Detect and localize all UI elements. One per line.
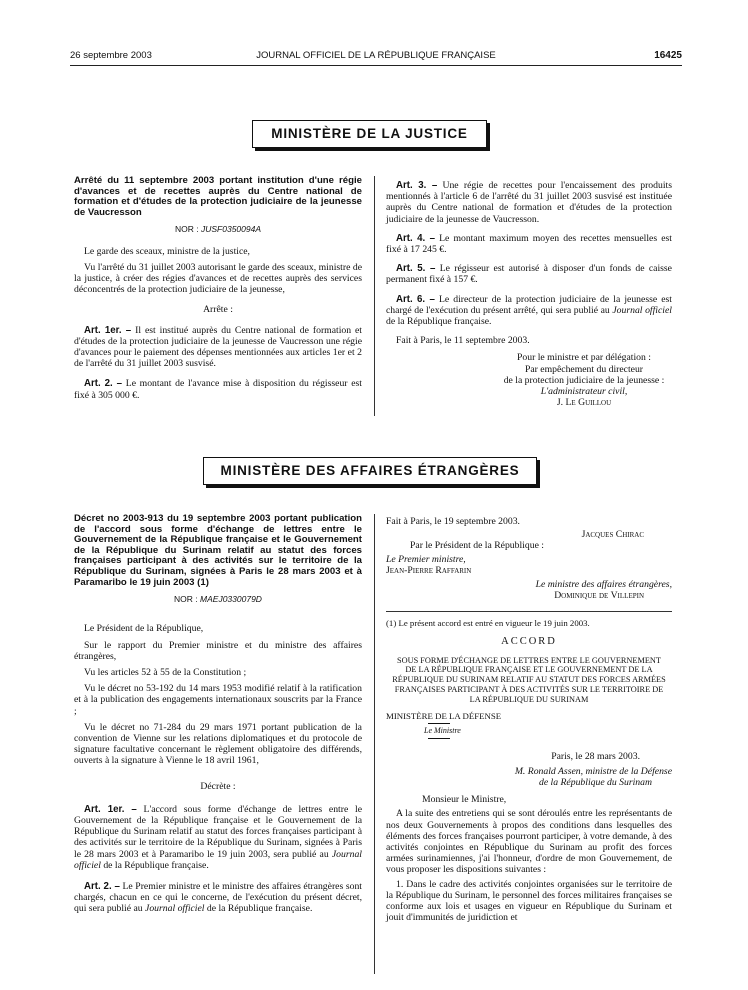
justice-art4-label: Art. 4. – [396, 232, 435, 244]
justice-right-column [386, 180, 672, 408]
justice-art2-label: Art. 2. – [84, 378, 123, 390]
affaires-art2-jo: Journal officiel [145, 903, 205, 915]
affaires-art2-text-a: Le Premier ministre et le ministre des affaires étrangères sont chargés, chacun en ce qui le concerne, de l'exécution du présent décret, qui sera publié au [74, 881, 362, 915]
justice-art1-label: Art. 1er. – [84, 324, 132, 336]
justice-art2 [74, 378, 362, 400]
justice-sig-name: J. Le Guillou [556, 397, 612, 409]
affaires-art2-text-b: de la République française. [204, 903, 313, 915]
affaires-nor-code: MAEJ0330079D [200, 594, 262, 605]
accord-heading: ACCORD [501, 636, 557, 648]
justice-sig-line-1: Pour le ministre et par délégation : [517, 352, 651, 364]
ministere-defense: MINISTÈRE DE LA DÉFENSE [386, 710, 502, 721]
justice-art6-text-b: de la République française. [386, 316, 492, 328]
defense-rule-bottom [428, 738, 450, 739]
justice-art1-text: Il est institué auprès du Centre national de formation et d'études de la protection judiciaire de la jeunesse de Vaucresson une régie d'avances pour le paiement des dépenses mentionnées aux articles 1er et 2 de l'arrêté du 31 juillet 2003 susvisé. [74, 324, 362, 370]
justice-fait: Fait à Paris, le 11 septembre 2003. [396, 335, 530, 347]
justice-art3-label: Art. 3. – [396, 180, 438, 191]
justice-art6-jo: Journal officiel [612, 304, 672, 316]
affaires-ministre-name: Dominique de Villepin [554, 590, 644, 602]
letter-salutation: Monsieur le Ministre, [422, 794, 507, 806]
justice-left-column [74, 176, 362, 406]
affaires-art1-text-a: L'accord sous forme d'échange de lettres entre le Gouvernement de la République française et le Gouvernement de la République du Surinam relatif au statut des forces françaises participant à des activités sur le territoire de la République du Surinam, signées à Paris le 28 mars 2003 et à Paramaribo le 19 juin 2003, sera publié au [74, 803, 363, 860]
affaires-p2: Sur le rapport du Premier ministre et du ministre des affaires étrangères, [74, 639, 362, 662]
justice-decree-title: Arrêté du 11 septembre 2003 portant institution d'une régie d'avances et de recettes auprès du Centre national de formation et d'études de la protection judiciaire de la jeunesse de Vaucresson [74, 175, 362, 218]
affaires-fait: Fait à Paris, le 19 septembre 2003. [386, 516, 520, 527]
header-rule [70, 65, 682, 66]
header-page-number: 16425 [654, 50, 682, 61]
affaires-column-divider [374, 514, 375, 974]
justice-column-divider [374, 176, 375, 416]
affaires-decree-title: Décret no 2003-913 du 19 septembre 2003 portant publication de l'accord sous forme d'échange de lettres entre le Gouvernement de la République française et le Gouvernement de la République du Surinam relatif au statut des forces françaises participant à des activités sur le territoire de la République du Surinam, signées à Paris le 28 mars 2003 et à Paramaribo le 19 juin 2003 (1) [74, 513, 362, 588]
justice-art3-text: Une régie de recettes pour l'encaissement des produits mentionnés à l'article 6 de l'arrêté du 31 juillet 2003 susvisé est instituée auprès du Centre national de formation et d'études de la protection judiciaire de la jeunesse de Vaucresson. [386, 180, 672, 225]
justice-arrete: Arrête : [203, 304, 233, 316]
affaires-president-name: Jacques Chirac [581, 529, 644, 541]
justice-sig-line-4: L'administrateur civil, [540, 386, 628, 398]
accord-subtitle: SOUS FORME D'ÉCHANGE DE LETTRES ENTRE LE GOUVERNEMENT DE LA RÉPUBLIQUE FRANÇAISE ET LE GOUVERNEMENT DE LA RÉPUBLIQUE DU SURINAM RELATIF AU STATUT DES FORCES ARMÉES FRANÇAISES PARTICIPANT À DES ACTIVITÉS SUR LE TERRITOIRE DE LA RÉPUBLIQUE DU SURINAM [392, 655, 666, 704]
justice-art6-text-a: Le directeur de la protection judiciaire de la jeunesse est chargé de l'exécution du présent arrêté, qui sera publié au [386, 293, 672, 316]
justice-art6 [386, 294, 672, 328]
justice-art5-label: Art. 5. – [396, 263, 436, 275]
affaires-art1-text-b: de la République française. [100, 859, 209, 871]
affaires-ministre-title: Le ministre des affaires étrangères, [535, 579, 672, 591]
affaires-art1-label: Art. 1er. – [84, 803, 137, 815]
letter-addressee-1: M. Ronald Assen, ministre de la Défense [514, 765, 672, 777]
banner-affaires-label: MINISTÈRE DES AFFAIRES ÉTRANGÈRES [220, 463, 520, 478]
justice-nor [74, 224, 362, 235]
affaires-nor-label: NOR : [174, 594, 201, 605]
affaires-art2-label: Art. 2. – [84, 881, 120, 893]
le-ministre: Le Ministre [424, 725, 461, 735]
affaires-nor [74, 594, 362, 605]
letter-addressee-2: de la République du Surinam [538, 777, 652, 789]
affaires-art2 [74, 881, 362, 915]
letter-p2: 1. Dans le cadre des activités conjointes organisées sur le territoire de la République du Surinam, le personnel des forces militaires françaises se conforme aux lois et usages en vigueur en République du Surinam et jouit d'immunités de juridiction et [386, 878, 672, 924]
letter-date: Paris, le 28 mars 2003. [551, 750, 640, 762]
affaires-p4: Vu le décret no 53-192 du 14 mars 1953 modifié relatif à la ratification et à la publication des engagements internationaux souscrits par la France ; [74, 683, 362, 717]
affaires-premier-title: Le Premier ministre, [386, 553, 466, 565]
justice-art1 [74, 325, 362, 370]
justice-nor-label: NOR : [175, 224, 201, 235]
banner-ministere-justice [252, 120, 487, 148]
affaires-p5: Vu le décret no 71-284 du 29 mars 1971 portant publication de la convention de Vienne sur les relations diplomatiques et du protocole de signature facultative concernant le règlement obligatoire des différends, ouverts à la signature à Vienne le 18 avril 1961, [74, 721, 362, 767]
affaires-footnote: (1) Le présent accord est entré en vigueur le 19 juin 2003. [386, 618, 590, 629]
affaires-art1-jo: Journal officiel [74, 848, 362, 871]
justice-nor-code: JUSF0350094A [200, 224, 261, 235]
banner-justice-label: MINISTÈRE DE LA JUSTICE [271, 126, 468, 141]
justice-p2: Vu l'arrêté du 31 juillet 2003 autorisant le garde des sceaux, ministre de la justice, à créer des régies d'avances et de recettes auprès des services déconcentrés de la protection judiciaire de la jeunesse, [74, 261, 362, 296]
affaires-p3: Vu les articles 52 à 55 de la Constitution ; [84, 666, 247, 678]
justice-art5-text: Le régisseur est autorisé à disposer d'un fonds de caisse permanent fixé à 157 €. [386, 263, 672, 286]
justice-art6-label: Art. 6. – [396, 293, 435, 305]
justice-art3 [386, 180, 672, 225]
running-header [70, 50, 682, 64]
justice-signature-block [496, 352, 672, 408]
affaires-premier-name: Jean-Pierre Raffarin [386, 564, 472, 576]
justice-sig-line-3: de la protection judiciaire de la jeunesse : [503, 374, 665, 386]
justice-sig-line-2: Par empêchement du directeur [524, 363, 644, 375]
justice-p1: Le garde des sceaux, ministre de la justice, [84, 245, 250, 257]
affaires-art1 [74, 804, 362, 871]
justice-art4-text: Le montant maximum moyen des recettes mensuelles est fixé à 17 245 €. [386, 232, 672, 256]
header-date: 26 septembre 2003 [70, 50, 152, 61]
justice-art4 [386, 233, 672, 255]
affaires-p1: Le Président de la République, [84, 623, 204, 635]
justice-art2-text: Le montant de l'avance mise à disposition du régisseur est fixé à 305 000 €. [74, 378, 362, 401]
defense-rule-top [428, 723, 450, 724]
header-journal-title: JOURNAL OFFICIEL DE LA RÉPUBLIQUE FRANÇAISE [256, 50, 496, 61]
justice-art5 [386, 263, 672, 285]
affaires-left-column [74, 514, 362, 920]
affaires-decrete: Décrète : [200, 780, 236, 792]
letter-p1: A la suite des entretiens qui se sont déroulés entre les représentants de nos deux Gouvernements à propos des conditions dans lesquelles des éléments des forces françaises pourront participer, à votre demande, à des activités conjointes en République du Surinam au profit des forces armées surinamiennes, j'ai l'honneur, d'ordre de mon Gouvernement, de vous proposer les dispositions suivantes : [386, 808, 672, 876]
affaires-right-column [386, 516, 672, 928]
banner-ministere-affaires-etrangeres [203, 457, 537, 485]
footnote-rule [386, 611, 672, 612]
affaires-par-le-president: Par le Président de la République : [410, 540, 544, 552]
